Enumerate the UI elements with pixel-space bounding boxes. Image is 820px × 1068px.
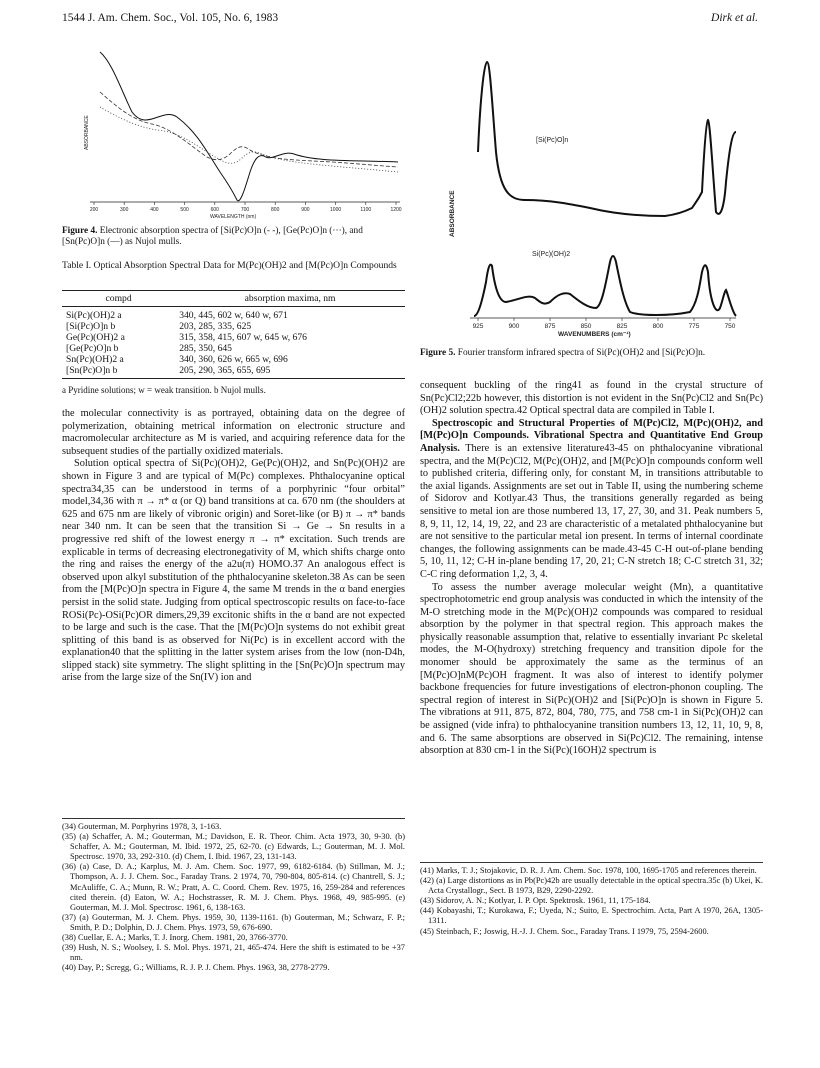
- figure-5-caption: [420, 348, 763, 359]
- section-body: There is an extensive literature43-45 on phthalocyanine vibrational spectra, and the M(Pc)Cl2, M(Pc)(OH)2, and [M(Pc)O]n compounds conform well to published criteria, differing only, for constant M, in transitions attributable to the axial ligands. Assignments are set out in Table II, using the numbering scheme of Sidorov and Kotlyar.43 Thus, the transitions generally regarded as being sensitive to metal ion are those numbered 13, 17, 27, 30, and 31. Peak numbers 5, 8, 9, 11, 12, 14, 19, 22, and 23 are characteristic of a metalated phthalocyanine but are not sensitive to the particular metal ion present. In terms of internal coordinate changes, the following assignments can be made.43-45 C-H out-of-plane bending 5, 10, 11, 12; C-H in-plane bending 17, 20, 21; C-N stretch 18; C-C stretch 31, 32; C-C ring deformation 1,2, 3, 4.: [420, 442, 763, 580]
- figure-4-tick-label: 300: [120, 207, 129, 213]
- figure-5-tick-label: 900: [508, 323, 520, 330]
- figure-5-tick-label: 925: [472, 323, 484, 330]
- figure-4-plot: [82, 32, 404, 222]
- upper-trace-label: [Si(Pc)O]n: [536, 137, 569, 144]
- figure-5-tick-label: 850: [580, 323, 592, 330]
- figure-4-caption-label: Figure 4.: [62, 226, 98, 236]
- table-row: [Si(Pc)O]n b 203, 285, 335, 625: [66, 321, 252, 332]
- left-paragraph-1: the molecular connectivity is as portrayed, obtaining data on the degree of polymerization, obtaining metrical information on electronic structure and macromolecular architecture as M is varied, and acquiring reference data for the subsequent studies of the partially oxidized materials.: [62, 408, 405, 457]
- running-header: 1544 J. Am. Chem. Soc., Vol. 105, No. 6, 1983: [62, 12, 279, 24]
- right-column-text: [420, 380, 763, 758]
- figure-4-y-label: ABSORBANCE: [84, 115, 90, 150]
- figure-4-tick-label: 1000: [330, 207, 342, 213]
- reference-item: (40) Day, P.; Scregg, G.; Williams, R. J. P. J. Chem. Phys. 1963, 38, 2778-2779.: [62, 963, 330, 973]
- figure-4-caption: [62, 226, 405, 249]
- figure-5-tick-label: 800: [652, 323, 664, 330]
- figure-5-tick-label: 750: [724, 323, 736, 330]
- figure-4-caption-text: Electronic absorption spectra of [Si(Pc)O]n (- -), [Ge(Pc)O]n (···), and [Sn(Pc)O]n (—) as Nujol mulls.: [62, 226, 363, 248]
- si-spectrum-line: [100, 92, 398, 167]
- figure-4-x-label: WAVELENGTH (nm): [210, 214, 257, 220]
- table-row: [Ge(Pc)O]n b 285, 350, 645: [66, 343, 232, 354]
- reference-item: (41) Marks, T. J.; Stojakovic, D. R. J. Am. Chem. Soc. 1978, 100, 1695-1705 and references therein.: [420, 866, 757, 875]
- reference-item: (36) (a) Case, D. A.; Karplus, M. J. Am. Chem. Soc. 1977, 99, 6182-6184. (b) Stillman, M. J.; Thompson, A. J. J. Chem. Soc., Faraday Trans. 2 1974, 70, 790-804, 805-814. (c) Chantrell, S. J.; McAuliffe, C. A.; Munn, R. W.; Pratt, A. C. Coord. Chem. Rev. 1975, 16, 259-284 and references cited therein. (d) Eaton, W. A.; Hochstrasser, R. M. J. Chem. Phys. 1968, 49, 985-995. (e) Gouterman, M. J. Mol. Spectrosc. 1961, 6, 138-163.: [62, 862, 405, 912]
- right-paragraph-1: consequent buckling of the ring41 as found in the crystal structure of Sn(Pc)Cl2;22b however, this distortion is not evident in the Sn(Pc)Cl2 and Sn(Pc)(OH)2 solution spectra.42 Optical spectral data are compiled in Table I.: [420, 380, 763, 417]
- table-row: Sn(Pc)(OH)2 a 340, 360, 626 w, 665 w, 696: [66, 354, 288, 365]
- left-ref-rule: [62, 818, 405, 819]
- reference-item: (42) (a) Large distortions as in Pb(Pc)42b are usually detectable in the optical spectra.35c (b) Ukei, K. Acta Crystallogr., Sect. B 1973, B29, 2290-2292.: [420, 876, 763, 896]
- table-header-compd: compd: [62, 291, 175, 307]
- figure-5-caption-text: Fourier transform infrared spectra of Si(Pc)(OH)2 and [Si(Pc)O]n.: [455, 348, 706, 358]
- figure-5-tick-label: 825: [616, 323, 628, 330]
- figure-4-tick-label: 800: [271, 207, 280, 213]
- sn-spectrum-line: [100, 52, 398, 201]
- reference-item: (34) Gouterman, M. Porphyrins 1978, 3, 1-163.: [62, 822, 222, 831]
- table-1: [62, 290, 405, 379]
- figure-5-x-label: WAVENUMBERS (cm⁻¹): [558, 331, 631, 338]
- reference-item: (43) Sidorov, A. N.; Kotlyar, I. P. Opt. Spektrosk. 1961, 11, 175-184.: [420, 896, 651, 906]
- table-row: Ge(Pc)(OH)2 a 315, 358, 415, 607 w, 645 w, 676: [66, 332, 307, 343]
- author-header: Dirk et al.: [711, 12, 758, 24]
- figure-4-tick-label: 1200: [390, 207, 402, 213]
- section-heading: Spectroscopic and Structural Properties of M(Pc)Cl2, M(Pc)(OH)2, and [M(Pc)O]n Compounds. Vibrational Spectra and Quantitative End Group Analysis.: [420, 417, 763, 454]
- right-ref-rule: [420, 862, 763, 863]
- figure-4-tick-label: 500: [180, 207, 189, 213]
- figure-5-tick-label: 775: [688, 323, 700, 330]
- figure-5-y-label: ABSORBANCE: [449, 190, 456, 237]
- reference-item: (39) Hush, N. S.; Woolsey, I. S. Mol. Phys. 1971, 21, 465-474. Here the shift is estimated to be +37 nm.: [62, 943, 405, 963]
- polymer-spectrum-line: [478, 62, 736, 216]
- right-paragraph-3: To assess the number average molecular weight (Mn), a quantitative spectrophotometric end group analysis was conducted in which the intensity of the M-O stretching mode in the M(Pc)(OH)2 compounds was compared to residual absorption by the polymer in that spectral region. This approach makes the physically reasonable assumption that, relative to essentially invariant Pc skeletal modes, the M-O(hydroxy) stretching frequency and transition dipole for the monomer should be approximately the same as the terminus of an [M(Pc)O]nM(Pc)OH fragment. It was also of interest to identify polymer backbone frequencies for future investigations of electron-phonon coupling. The spectral region of interest in Si(Pc)(OH)2 and [Si(Pc)O]n is shown in Figure 5. The vibrations at 911, 875, 872, 804, 780, 775, and 758 cm-1 in Si(Pc)(OH)2 can be assigned (vide infra) to phthalocyanine transition numbers 13, 12, 11, 10, 9, 8, and 6. The same absorptions are observed in Si(Pc)Cl2. The remaining, intense absorption at 830 cm-1 in the Si(Pc)(16OH)2 spectrum is: [420, 581, 763, 757]
- table-header-abs: absorption maxima, nm: [175, 291, 405, 307]
- figure-4-tick-label: 200: [89, 207, 99, 213]
- table-1-title: Table I. Optical Absorption Spectral Data for M(Pc)(OH)2 and [M(Pc)O]n Compounds: [62, 260, 397, 271]
- table-1-footnote: a Pyridine solutions; w = weak transition. b Nujol mulls.: [62, 385, 266, 395]
- table-row: Si(Pc)(OH)2 a 340, 445, 602 w, 640 w, 671: [66, 310, 288, 321]
- figure-5-plot: [440, 32, 750, 338]
- reference-item: (44) Kobayashi, T.; Kurokawa, F.; Uyeda, N.; Suito, E. Spectrochim. Acta, Part A 1970, 26A, 1305-1311.: [420, 906, 763, 926]
- left-paragraph-2: Solution optical spectra of Si(Pc)(OH)2, Ge(Pc)(OH)2, and Sn(Pc)(OH)2 are shown in Figure 3 and are typical of M(Pc) complexes. Phthalocyanine optical spectra34,35 can be understood in terms of a porphyrinic “four orbital” model,34,36 with π → π* α (or Q) band transitions at ca. 670 nm (the shoulders at 625 and 675 nm are likely of vibronic origin) and Soret-like (or B) π → π* bands near 340 nm. It can be seen that the transition Si → Ge → Sn results in a progressive red shift of the lowest energy π → π* excitation. Such trends are explicable in terms of decreasing electronegativity of M, which shifts charge onto the ring and raises the energy of the a2u(π) HOMO.37 An analogous effect is observed upon alkyl substitution of the phthalocyanine skeleton.38 As can be seen from the [M(Pc)O]n spectra in Figure 4, the same M trends in the α band energies persist in the solid state. Judging from optical spectroscopic results on face-to-face ROSi(Pc)-OSi(Pc)OR dimers,29,39 excitonic shifts in the α band are not expected to be large and such is the case. That the [M(Pc)O]n systems do not exhibit great splitting of this band is as observed for Ni(Pc) is in excellent accord with the explanation40 that the splitting in the latter system arises from the low (non-D4h, slipped stack) site symmetry. The slight splitting in the [Sn(Pc)O]n spectrum may arise from the large size of the Sn(IV) ion and: [62, 458, 405, 684]
- right-references: [420, 866, 763, 937]
- right-paragraph-2: [420, 418, 763, 582]
- figure-4-tick-label: 1100: [360, 207, 372, 213]
- lower-trace-label: Si(Pc)(OH)2: [532, 251, 571, 258]
- reference-item: (45) Steinbach, F.; Joswig, H.-J. J. Chem. Soc., Faraday Trans. I 1979, 75, 2594-2600.: [420, 926, 709, 936]
- figure-4-tick-label: 900: [301, 207, 310, 213]
- figure-5-tick-label: 875: [544, 323, 556, 330]
- figure-4-tick-label: 700: [240, 207, 250, 213]
- figure-4-tick-label: 400: [150, 207, 159, 213]
- figure-5-caption-label: Figure 5.: [420, 348, 456, 358]
- reference-item: (37) (a) Gouterman, M. J. Chem. Phys. 1959, 30, 1139-1161. (b) Gouterman, M.; Schwarz, F. P.; Smith, P. D.; Dolphin, D. J. Chem. Phys. 1973, 59, 676-690.: [62, 912, 405, 932]
- table-row: [Sn(Pc)O]n b 205, 290, 365, 655, 695: [62, 365, 405, 379]
- left-references: [62, 822, 405, 973]
- ge-spectrum-line: [100, 107, 398, 172]
- monomer-spectrum-line: [474, 256, 736, 316]
- reference-item: (38) Cuellar, E. A.; Marks, T. J. Inorg. Chem. 1981, 20, 3766-3770.: [62, 933, 288, 943]
- figure-4-tick-label: 600: [210, 207, 219, 213]
- reference-item: (35) (a) Schaffer, A. M.; Gouterman, M.; Davidson, E. R. Theor. Chim. Acta 1973, 30, 9-30. (b) Schaffer, A. M.; Gouterman, M. Ibid. 1972, 25, 62-70. (c) Edwards, L.; Gouterman, M. J. Mol. Spectrosc. 1970, 33, 292-310. (d) Chem, I. Ibid. 1967, 23, 131-143.: [62, 832, 405, 862]
- left-column-text: [62, 408, 405, 685]
